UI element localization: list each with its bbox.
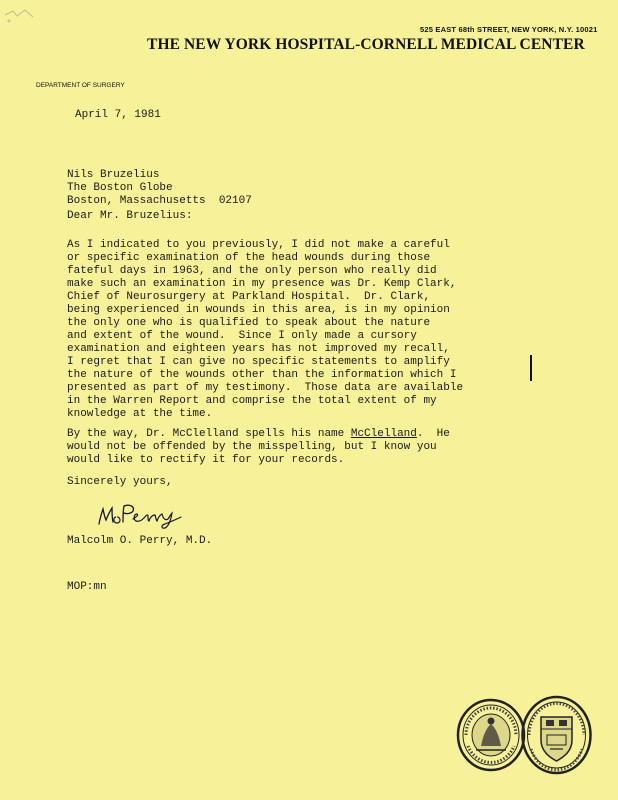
paragraph-line: or specific examination of the head wounds during those [67,252,431,264]
paragraph-line: fateful days in 1963, and the only person who really did [67,265,437,277]
recipient-block [67,169,252,208]
paragraph-line: the nature of the wounds other than the information which I [67,369,457,381]
letter-date: April 7, 1981 [75,109,161,121]
paragraph-line: would like to rectify it for your records. [67,454,345,466]
paragraph-line: I regret that I can give no specific statements to amplify [67,356,450,368]
body-paragraph-2 [67,428,450,467]
body-paragraph-1 [67,239,463,421]
paragraph-line: Chief of Neurosurgery at Parkland Hospital. Dr. Clark, [67,291,431,303]
margin-pen-mark [529,355,533,381]
handwritten-signature [95,500,190,530]
paragraph-line: the only one who is qualified to speak about the nature [67,317,431,329]
underlined-name: McClelland [350,428,417,440]
recipient-name: Nils Bruzelius [67,169,160,181]
salutation: Dear Mr. Bruzelius: [67,210,193,222]
cornell-university-seal [520,695,593,775]
recipient-organization: The Boston Globe [67,182,173,194]
paragraph-line: knowledge at the time. [67,408,213,420]
paragraph-line: and extent of the wound. Since I only made a cursory [67,330,417,342]
letterhead-department: DEPARTMENT OF SURGERY [36,82,125,89]
paragraph-line-suffix: . He [416,428,450,440]
paragraph-line-prefix: By the way, Dr. McClelland spells his name [67,428,351,440]
paragraph-line: make such an examination in my presence was Dr. Kemp Clark, [67,278,457,290]
letterhead-institution: THE NEW YORK HOSPITAL-CORNELL MEDICAL CENTER [147,36,585,53]
paragraph-line: presented as part of my testimony. Those data are available [67,382,464,394]
paragraph-line: examination and eighteen years has not improved my recall, [67,343,450,355]
typist-initials: MOP:mn [67,581,107,593]
paragraph-line: As I indicated to you previously, I did not make a careful [67,239,450,251]
paragraph-line: would not be offended by the misspelling, but I know you [67,441,437,453]
new-york-hospital-seal [456,698,526,772]
paragraph-line [67,428,450,441]
corner-smudge-decoration [3,7,39,29]
signer-name: Malcolm O. Perry, M.D. [67,535,213,547]
closing: Sincerely yours, [67,476,173,488]
letterhead-address: 525 EAST 68th STREET, NEW YORK, N.Y. 10021 [420,25,598,34]
paragraph-line: in the Warren Report and comprise the total extent of my [67,395,437,407]
recipient-city: Boston, Massachusetts 02107 [67,195,252,207]
paragraph-line: being experienced in wounds in this area, is in my opinion [67,304,450,316]
